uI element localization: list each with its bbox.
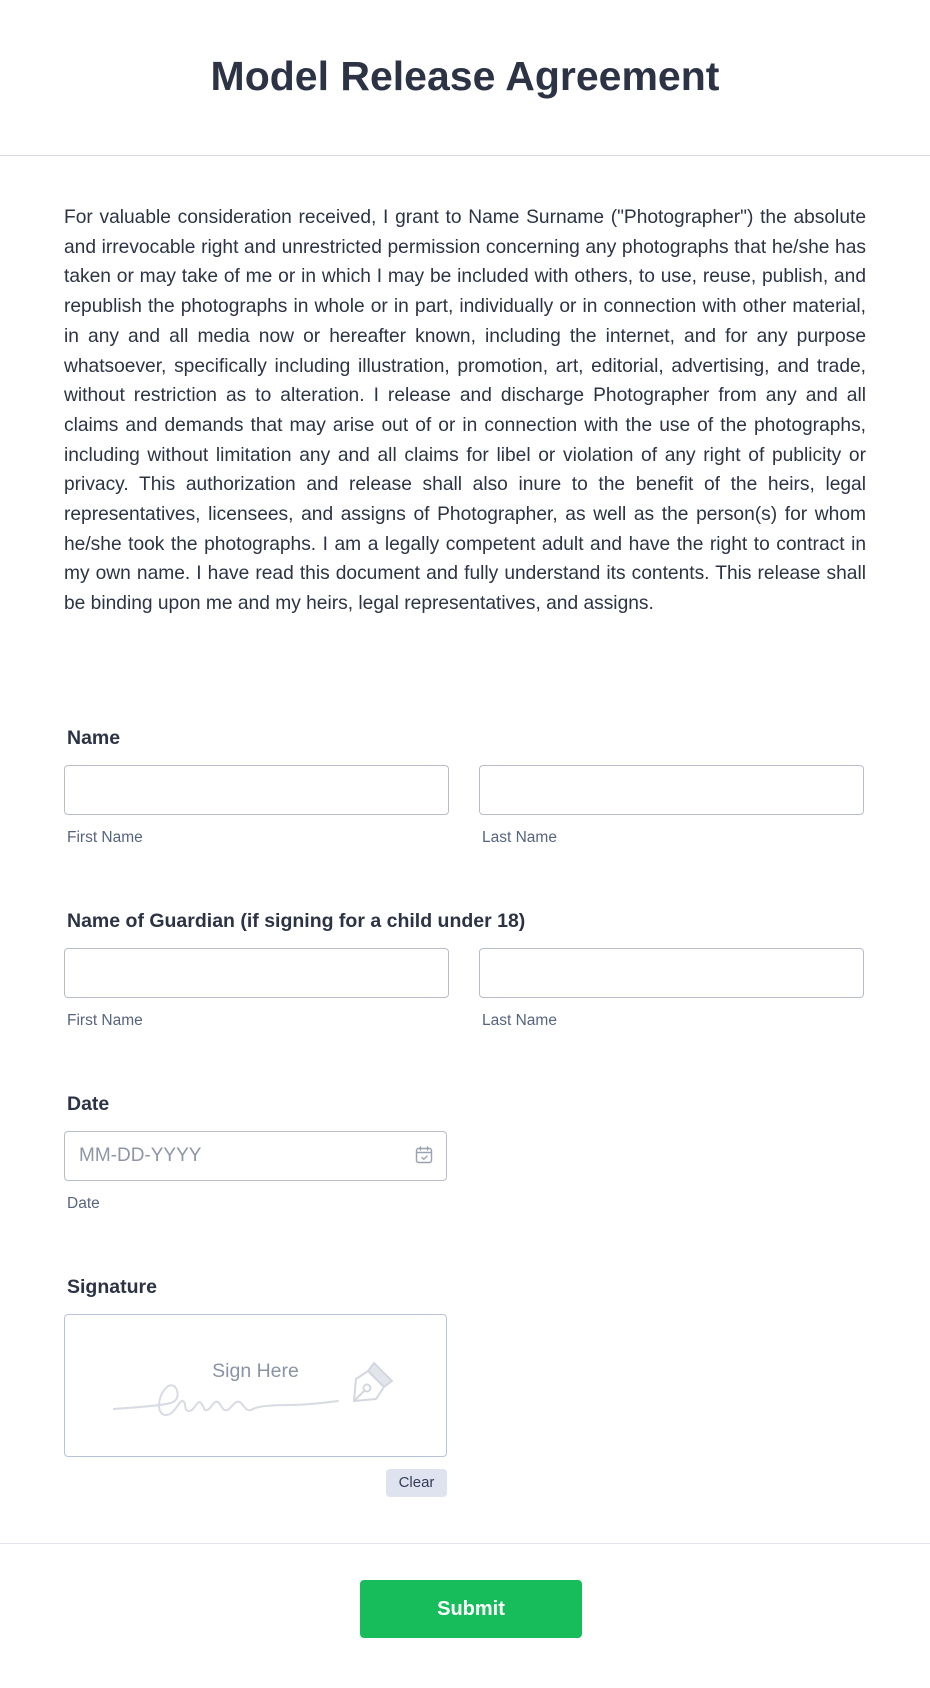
- clear-signature-button[interactable]: Clear: [386, 1469, 447, 1497]
- first-name-sublabel: First Name: [67, 829, 143, 846]
- guardian-name-field: [64, 910, 864, 1030]
- guardian-first-name-input[interactable]: [64, 948, 449, 998]
- guardian-last-name-sublabel: Last Name: [482, 1012, 557, 1029]
- signature-label: Signature: [67, 1276, 157, 1298]
- first-name-input[interactable]: [64, 765, 449, 815]
- page-title: Model Release Agreement: [210, 53, 720, 99]
- signature-pad[interactable]: [64, 1314, 447, 1457]
- pen-nib-icon: [350, 1359, 396, 1410]
- footer-divider: [0, 1543, 930, 1544]
- calendar-icon[interactable]: [414, 1145, 434, 1170]
- sign-here-placeholder: Sign Here: [212, 1360, 299, 1382]
- agreement-section: [0, 156, 930, 619]
- date-input-wrapper: [64, 1131, 447, 1181]
- signature-field: [64, 1276, 447, 1457]
- date-sublabel: Date: [67, 1195, 100, 1212]
- date-field: [64, 1093, 447, 1213]
- last-name-input[interactable]: [479, 765, 864, 815]
- guardian-first-name-sublabel: First Name: [67, 1012, 143, 1029]
- name-label: Name: [67, 727, 121, 749]
- guardian-name-label: Name of Guardian (if signing for a child under 18): [67, 910, 526, 932]
- form-header: [0, 0, 930, 156]
- agreement-text: For valuable consideration received, I grant to Name Surname ("Photographer") the absolute and irrevocable right and unrestricted permission concerning any photographs that he/she has taken or may take of me or in which I may be included with others, to use, reuse, publish, and republish the photographs in whole or in part, individually or in connection with other material, in any and all media now or hereafter known, including the internet, and for any purpose whatsoever, specifically including illustration, promotion, art, editorial, advertising, and trade, without restriction as to alteration. I release and discharge Photographer from any and all claims and demands that may arise out of or in connection with the use of the photographs, including without limitation any and all claims for libel or violation of any right of publicity or privacy. This authorization and release shall also inure to the benefit of the heirs, legal representatives, licensees, and assigns of Photographer, as well as the person(s) for whom he/she took the photographs. I am a legally competent adult and have the right to contract in my own name. I have read this document and fully understand its contents. This release shall be binding upon me and my heirs, legal representatives, and assigns.: [64, 207, 866, 615]
- date-label: Date: [67, 1093, 110, 1115]
- guardian-last-name-input[interactable]: [479, 948, 864, 998]
- submit-button[interactable]: Submit: [360, 1580, 582, 1638]
- date-input[interactable]: [64, 1131, 447, 1181]
- name-field: [64, 727, 864, 847]
- last-name-sublabel: Last Name: [482, 829, 557, 846]
